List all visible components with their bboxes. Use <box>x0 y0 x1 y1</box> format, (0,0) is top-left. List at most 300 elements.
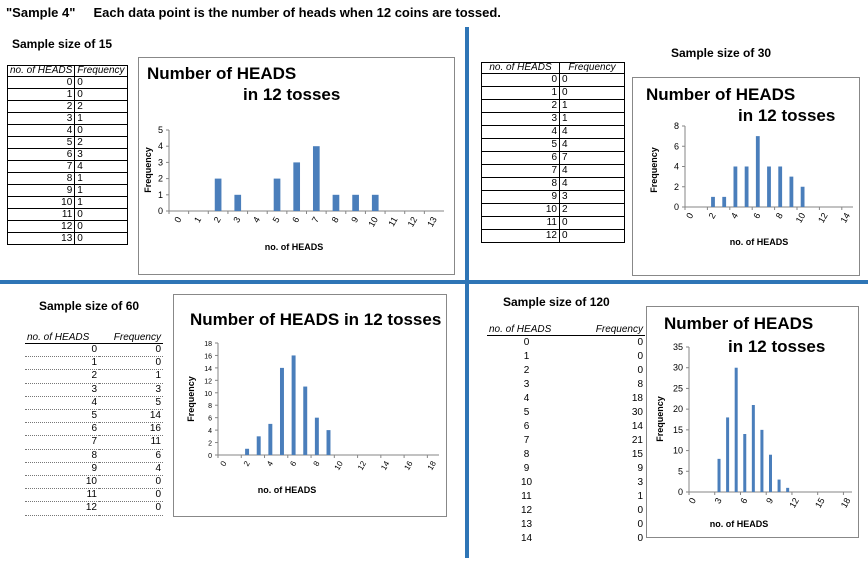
y-tick-label: 6 <box>208 415 212 423</box>
y-tick-label: 8 <box>673 121 679 131</box>
bar-6-heads <box>292 355 296 455</box>
chart-title-line2: in 12 tosses <box>243 85 341 104</box>
heads-cell: 2 <box>482 100 560 113</box>
heads-cell: 4 <box>25 396 99 409</box>
heads-cell: 13 <box>8 233 75 245</box>
table-row <box>487 392 645 406</box>
col-frequency-header: Frequency <box>99 333 163 344</box>
bar-6-heads <box>756 136 760 207</box>
table-row <box>482 100 625 113</box>
y-tick-label: 3 <box>157 157 163 168</box>
bar-chart-120 <box>647 307 858 537</box>
frequency-table-120 <box>487 325 645 546</box>
heads-cell: 2 <box>25 370 99 383</box>
sample-size-label-30: Sample size of 30 <box>671 46 772 60</box>
table-row <box>482 165 625 178</box>
y-tick-label: 0 <box>673 202 679 212</box>
y-tick-label: 2 <box>673 181 679 192</box>
heads-cell: 0 <box>482 74 560 87</box>
x-tick-label: 6 <box>738 496 750 506</box>
table-row <box>487 448 645 462</box>
bar-3-heads <box>718 459 721 492</box>
frequency-cell: 30 <box>631 407 643 418</box>
table-row <box>482 178 625 191</box>
frequency-cell: 18 <box>631 393 643 404</box>
y-tick-label: 4 <box>673 161 679 172</box>
table-row <box>8 101 128 113</box>
frequency-cell: 14 <box>99 410 163 423</box>
frequency-cell: 4 <box>75 161 127 173</box>
frequency-cell: 0 <box>75 77 127 89</box>
table-header-row <box>8 66 128 77</box>
heads-cell: 5 <box>523 407 530 418</box>
bar-7-heads <box>752 405 755 492</box>
x-tick-label: 10 <box>793 211 808 225</box>
y-tick-label: 2 <box>157 173 163 184</box>
heads-cell: 6 <box>523 421 530 432</box>
x-tick-label: 3 <box>231 215 243 225</box>
x-tick-label: 0 <box>218 459 229 468</box>
heads-cell: 3 <box>482 113 560 126</box>
x-tick-label: 2 <box>211 215 223 225</box>
table-row <box>25 423 163 436</box>
frequency-cell: 1 <box>560 100 625 113</box>
table-row <box>25 357 163 370</box>
x-tick-label: 12 <box>787 496 801 510</box>
frequency-cell: 0 <box>75 89 127 101</box>
chart-title: Number of HEADS <box>664 314 814 333</box>
heads-cell: 3 <box>523 379 530 390</box>
frequency-cell: 0 <box>99 489 163 502</box>
frequency-cell: 4 <box>99 462 163 475</box>
table-row <box>25 476 163 489</box>
y-tick-label: 1 <box>157 189 163 200</box>
y-tick-label: 10 <box>672 445 683 456</box>
y-tick-label: 18 <box>204 341 212 348</box>
table-row <box>25 449 163 462</box>
x-tick-label: 18 <box>425 459 438 472</box>
table-row <box>487 434 645 448</box>
chart-title: Number of HEADS in 12 tosses <box>190 310 442 329</box>
frequency-cell: 1 <box>75 197 127 209</box>
y-axis-label: Frequency <box>143 147 153 193</box>
y-tick-label: 30 <box>672 362 683 373</box>
x-tick-label: 7 <box>309 215 322 225</box>
frequency-cell: 7 <box>560 152 625 165</box>
y-tick-label: 10 <box>204 390 212 398</box>
chart-box-30 <box>632 77 860 276</box>
table-row <box>25 462 163 475</box>
x-tick-label: 16 <box>402 459 415 472</box>
sample-size-label-15: Sample size of 15 <box>12 37 113 51</box>
x-tick-label: 4 <box>728 211 741 221</box>
frequency-cell: 4 <box>560 165 625 178</box>
y-tick-label: 0 <box>208 453 212 460</box>
chart-box-120 <box>646 306 859 538</box>
heads-cell: 10 <box>25 476 99 489</box>
table-row <box>482 113 625 126</box>
frequency-table-15 <box>7 65 128 245</box>
col-heads-header: no. of HEADS <box>8 66 75 77</box>
col-frequency-header: Frequency <box>566 325 645 336</box>
heads-cell: 6 <box>8 149 75 161</box>
bar-5-heads <box>280 368 284 455</box>
bar-6-heads <box>293 162 300 211</box>
frequency-cell: 2 <box>560 204 625 217</box>
frequency-cell: 14 <box>631 421 643 432</box>
x-tick-label: 4 <box>265 459 276 468</box>
col-heads-header: no. of HEADS <box>487 325 566 336</box>
table-row <box>8 161 128 173</box>
y-tick-label: 6 <box>673 141 679 152</box>
heads-cell: 5 <box>482 139 560 152</box>
chart-title-line2: in 12 tosses <box>728 337 826 356</box>
x-tick-label: 12 <box>405 215 420 229</box>
table-row <box>8 197 128 209</box>
table-row <box>25 383 163 396</box>
table-row <box>487 476 645 490</box>
y-tick-label: 20 <box>672 404 683 415</box>
heads-cell: 5 <box>8 137 75 149</box>
table-header-row <box>487 325 645 336</box>
heads-cell: 4 <box>8 125 75 137</box>
frequency-cell: 0 <box>637 365 643 376</box>
bar-5-heads <box>274 179 281 211</box>
heads-cell: 8 <box>25 449 99 462</box>
y-tick-label: 15 <box>672 424 683 435</box>
heads-cell: 7 <box>25 436 99 449</box>
heads-cell: 7 <box>8 161 75 173</box>
heads-cell: 12 <box>520 505 533 516</box>
heads-cell: 4 <box>523 393 530 404</box>
bar-10-heads <box>372 195 379 211</box>
frequency-cell: 0 <box>75 125 127 137</box>
heads-cell: 11 <box>521 491 532 502</box>
y-tick-label: 5 <box>157 125 163 135</box>
bar-8-heads <box>333 195 340 211</box>
chart-title: Number of HEADS <box>646 85 796 104</box>
bar-2-heads <box>711 197 715 207</box>
y-tick-label: 8 <box>208 403 212 411</box>
table-row <box>487 490 645 504</box>
bar-9-heads <box>789 177 793 207</box>
table-row <box>8 125 128 137</box>
frequency-cell: 1 <box>99 370 163 383</box>
frequency-cell: 4 <box>560 139 625 152</box>
frequency-cell: 2 <box>75 101 127 113</box>
x-tick-label: 14 <box>838 211 853 225</box>
frequency-cell: 9 <box>637 463 643 474</box>
table-row <box>8 209 128 221</box>
vertical-divider <box>465 27 469 558</box>
x-tick-label: 0 <box>172 215 184 225</box>
heads-cell: 5 <box>25 410 99 423</box>
heads-cell: 14 <box>520 533 533 544</box>
heads-cell: 10 <box>520 477 533 488</box>
table-row <box>482 152 625 165</box>
frequency-cell: 1 <box>75 113 127 125</box>
y-tick-label: 4 <box>208 428 212 436</box>
table-row <box>25 410 163 423</box>
bar-10-heads <box>801 187 805 207</box>
frequency-cell: 0 <box>75 233 127 245</box>
frequency-cell: 16 <box>99 423 163 436</box>
table-row <box>487 462 645 476</box>
frequency-cell: 1 <box>560 113 625 126</box>
frequency-cell: 3 <box>75 149 127 161</box>
frequency-cell: 3 <box>99 383 163 396</box>
x-tick-label: 0 <box>684 211 696 221</box>
frequency-cell: 0 <box>99 357 163 370</box>
y-tick-label: 25 <box>672 383 683 394</box>
bar-chart-60 <box>174 295 446 516</box>
table-row <box>482 139 625 152</box>
table-header-row <box>482 63 625 74</box>
heads-cell: 2 <box>8 101 75 113</box>
y-tick-label: 35 <box>672 342 683 352</box>
bar-4-heads <box>733 167 737 208</box>
x-axis-label: no. of HEADS <box>709 519 769 529</box>
table-row <box>487 336 645 351</box>
frequency-table-60 <box>25 333 163 516</box>
table-row <box>8 137 128 149</box>
heads-cell: 9 <box>8 185 75 197</box>
frequency-cell: 4 <box>560 126 625 139</box>
heads-cell: 1 <box>8 89 75 101</box>
table-row <box>487 378 645 392</box>
frequency-cell: 21 <box>631 435 643 446</box>
bar-6-heads <box>743 434 746 492</box>
col-frequency-header: Frequency <box>560 63 625 74</box>
col-frequency-header: Frequency <box>75 66 127 77</box>
x-tick-label: 1 <box>192 215 204 225</box>
frequency-cell: 0 <box>637 533 643 544</box>
heads-cell: 0 <box>25 344 99 357</box>
bar-7-heads <box>313 146 320 211</box>
table-row <box>8 173 128 185</box>
frequency-table-30 <box>481 62 625 243</box>
table-row <box>8 233 128 245</box>
table-row <box>25 370 163 383</box>
heads-cell: 0 <box>523 337 530 348</box>
table-row <box>8 113 128 125</box>
table-row <box>487 504 645 518</box>
x-tick-label: 4 <box>250 215 263 225</box>
x-tick-label: 2 <box>241 459 252 468</box>
bar-5-heads <box>735 368 738 492</box>
frequency-cell: 8 <box>637 379 643 390</box>
table-row <box>25 396 163 409</box>
frequency-cell: 3 <box>637 477 643 488</box>
col-heads-header: no. of HEADS <box>25 333 99 344</box>
frequency-cell: 0 <box>637 505 643 516</box>
heads-cell: 3 <box>8 113 75 125</box>
table-row <box>482 217 625 230</box>
x-axis-label: no. of HEADS <box>257 485 317 495</box>
frequency-cell: 0 <box>99 502 163 515</box>
y-tick-label: 0 <box>157 206 163 216</box>
x-tick-label: 8 <box>311 459 322 468</box>
bar-2-heads <box>245 449 249 455</box>
bar-9-heads <box>327 430 331 455</box>
bar-2-heads <box>215 179 222 211</box>
y-axis-label: Frequency <box>649 147 659 193</box>
frequency-cell: 1 <box>75 173 127 185</box>
heads-cell: 3 <box>25 383 99 396</box>
horizontal-divider <box>0 280 868 284</box>
frequency-cell: 4 <box>560 178 625 191</box>
heads-cell: 13 <box>520 519 533 530</box>
frequency-cell: 1 <box>637 491 643 502</box>
table-row <box>25 502 163 515</box>
frequency-cell: 5 <box>99 396 163 409</box>
y-axis-label: Frequency <box>186 376 196 422</box>
table-row <box>487 420 645 434</box>
table-row <box>487 364 645 378</box>
bar-7-heads <box>767 167 771 208</box>
heads-cell: 8 <box>482 178 560 191</box>
heads-cell: 4 <box>482 126 560 139</box>
heads-cell: 9 <box>25 462 99 475</box>
bar-4-heads <box>726 417 729 492</box>
x-tick-label: 12 <box>355 459 369 472</box>
bar-9-heads <box>352 195 359 211</box>
y-tick-label: 14 <box>204 365 212 373</box>
table-row <box>8 89 128 101</box>
bar-3-heads <box>234 195 241 211</box>
chart-box-15 <box>138 57 455 275</box>
bar-8-heads <box>760 430 763 492</box>
x-tick-label: 6 <box>288 459 299 468</box>
table-row <box>8 77 128 89</box>
heads-cell: 6 <box>482 152 560 165</box>
heads-cell: 1 <box>482 87 560 100</box>
bar-5-heads <box>745 167 749 208</box>
table-row <box>25 344 163 357</box>
table-row <box>482 191 625 204</box>
x-tick-label: 5 <box>270 215 282 225</box>
frequency-cell: 6 <box>99 449 163 462</box>
x-tick-label: 10 <box>366 215 380 229</box>
frequency-cell: 0 <box>560 87 625 100</box>
x-axis-label: no. of HEADS <box>264 242 324 252</box>
x-axis-label: no. of HEADS <box>729 237 789 247</box>
frequency-cell: 0 <box>560 230 625 243</box>
bar-chart-30 <box>633 78 859 275</box>
table-row <box>487 532 645 546</box>
x-tick-label: 12 <box>816 211 830 225</box>
table-row <box>487 350 645 364</box>
heads-cell: 9 <box>523 463 530 474</box>
heads-cell: 9 <box>482 191 560 204</box>
y-axis-label: Frequency <box>655 396 665 442</box>
heads-cell: 12 <box>482 230 560 243</box>
heads-cell: 7 <box>523 435 530 446</box>
heads-cell: 11 <box>8 209 75 221</box>
table-header-row <box>25 333 163 344</box>
x-tick-label: 14 <box>379 459 392 472</box>
bar-chart-15 <box>139 58 454 274</box>
x-tick-label: 6 <box>290 215 302 225</box>
chart-title: Number of HEADS <box>147 64 297 83</box>
x-tick-label: 9 <box>764 496 776 506</box>
frequency-cell: 0 <box>75 209 127 221</box>
bar-10-heads <box>778 480 781 492</box>
bar-3-heads <box>257 436 261 455</box>
table-row <box>8 149 128 161</box>
bar-3-heads <box>722 197 726 207</box>
frequency-cell: 0 <box>99 476 163 489</box>
heads-cell: 7 <box>482 165 560 178</box>
frequency-cell: 0 <box>637 351 643 362</box>
bar-11-heads <box>786 488 789 492</box>
heads-cell: 10 <box>482 204 560 217</box>
heads-cell: 12 <box>25 502 99 515</box>
heads-cell: 8 <box>8 173 75 185</box>
x-tick-label: 8 <box>329 215 341 225</box>
sample-size-label-60: Sample size of 60 <box>39 299 140 313</box>
x-tick-label: 10 <box>332 459 345 472</box>
x-tick-label: 8 <box>773 211 785 221</box>
sample-size-label-120: Sample size of 120 <box>503 295 610 309</box>
heads-cell: 1 <box>523 351 530 362</box>
table-row <box>25 489 163 502</box>
chart-title-line2: in 12 tosses <box>738 106 836 125</box>
heads-cell: 11 <box>25 489 99 502</box>
y-tick-label: 0 <box>677 487 683 497</box>
frequency-cell: 0 <box>75 221 127 233</box>
heads-cell: 6 <box>25 423 99 436</box>
table-row <box>8 221 128 233</box>
x-tick-label: 3 <box>712 496 724 506</box>
bar-8-heads <box>315 418 319 455</box>
table-row <box>487 406 645 420</box>
x-tick-label: 6 <box>751 211 763 221</box>
heads-cell: 10 <box>8 197 75 209</box>
frequency-cell: 0 <box>560 217 625 230</box>
frequency-cell: 0 <box>637 519 643 530</box>
table-row <box>482 74 625 87</box>
frequency-cell: 0 <box>637 337 643 348</box>
x-tick-label: 13 <box>425 215 439 229</box>
heads-cell: 2 <box>523 365 530 376</box>
x-tick-label: 9 <box>349 215 361 225</box>
table-row <box>25 436 163 449</box>
y-tick-label: 4 <box>157 141 163 152</box>
heads-cell: 0 <box>8 77 75 89</box>
table-row <box>8 185 128 197</box>
bar-9-heads <box>769 455 772 492</box>
frequency-cell: 15 <box>631 449 643 460</box>
x-tick-label: 11 <box>386 215 400 229</box>
frequency-cell: 1 <box>75 185 127 197</box>
heads-cell: 12 <box>8 221 75 233</box>
y-tick-label: 16 <box>204 353 212 361</box>
frequency-cell: 0 <box>99 344 163 357</box>
bar-8-heads <box>778 167 782 208</box>
page-heading: "Sample 4" Each data point is the number of heads when 12 coins are tossed. <box>6 5 501 20</box>
x-tick-label: 18 <box>838 496 853 510</box>
y-tick-label: 5 <box>677 466 683 477</box>
heads-cell: 1 <box>25 357 99 370</box>
heads-cell: 11 <box>482 217 560 230</box>
bar-7-heads <box>303 387 307 455</box>
table-row <box>482 204 625 217</box>
table-row <box>482 87 625 100</box>
table-row <box>482 230 625 243</box>
x-tick-label: 15 <box>813 496 827 510</box>
x-tick-label: 2 <box>706 211 718 221</box>
